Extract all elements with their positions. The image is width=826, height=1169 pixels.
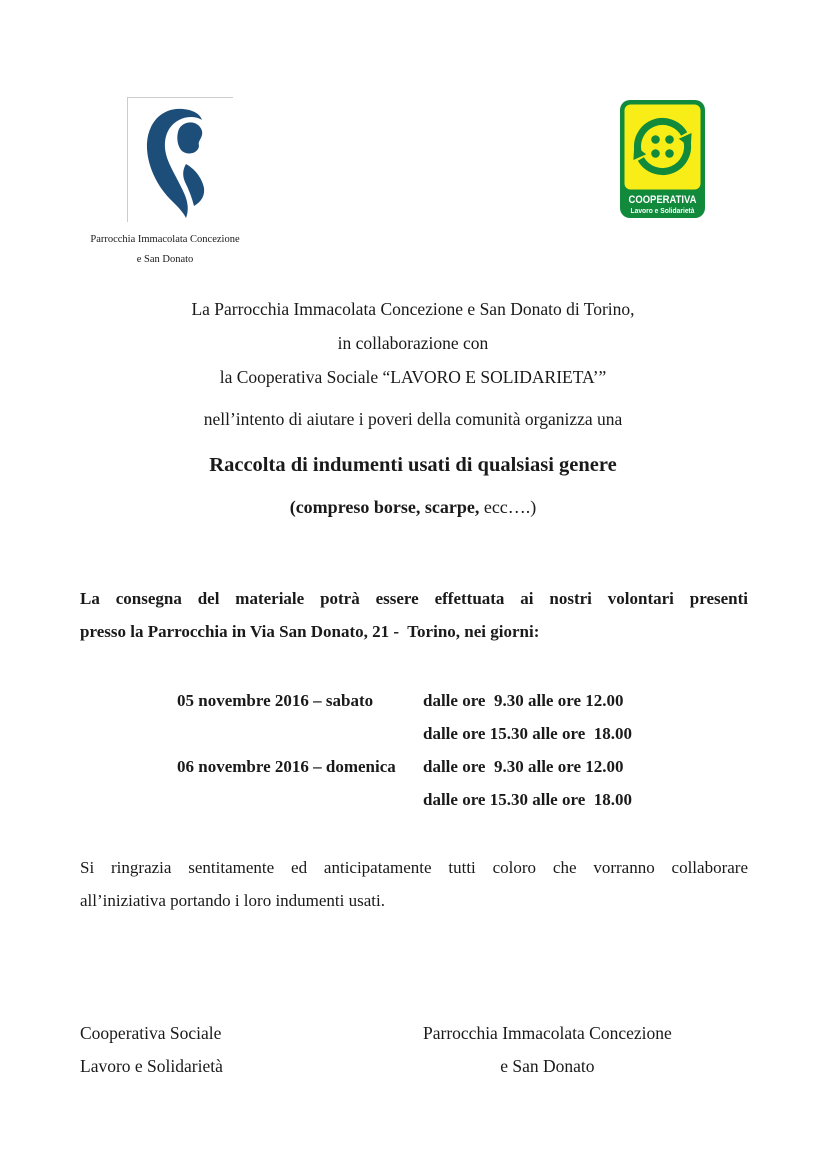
coop-tagline-label: Lavoro e Solidarietà (630, 206, 696, 215)
footer-coop-line2: Lavoro e Solidarietà (80, 1056, 223, 1076)
footer-parish-block (423, 1017, 672, 1083)
delivery-paragraph (80, 582, 748, 648)
schedule-date: 05 novembre 2016 – sabato (177, 691, 374, 710)
madonna-icon (128, 98, 233, 222)
thanks-paragraph (80, 851, 748, 917)
schedule-block (177, 684, 826, 816)
schedule-time: dalle ore 9.30 alle ore 12.00 (423, 757, 624, 776)
parish-logo-frame (127, 97, 233, 222)
schedule-row (177, 783, 826, 816)
page-title: Raccolta di indumenti usati di qualsiasi genere (209, 454, 617, 476)
schedule-row (177, 684, 826, 717)
intro-line-1: La Parrocchia Immacolata Concezione e San Donato di Torino, (191, 299, 635, 319)
schedule-row (177, 750, 826, 783)
page-subtitle (0, 490, 826, 524)
schedule-date (177, 783, 423, 816)
intro-line-2: in collaborazione con (337, 333, 489, 353)
coop-logo (620, 100, 705, 223)
madonna-face-shape (177, 122, 202, 153)
parish-caption-line2: e San Donato (136, 254, 194, 265)
footer-coop-block (80, 1017, 423, 1083)
thanks-line-2: all’iniziativa portando i loro indumenti usati. (80, 891, 385, 910)
header (0, 0, 826, 266)
intro-line-3: la Cooperativa Sociale “LAVORO E SOLIDARIETA’” (219, 367, 607, 387)
coop-name-label: COOPERATIVA (628, 194, 697, 206)
intro-line-4: nell’intento di aiutare i poveri della comunità organizza una (203, 409, 623, 429)
subtitle-regular-text: ecc….) (479, 497, 537, 517)
footer (0, 1017, 826, 1083)
intro-block (0, 292, 826, 436)
schedule-time: dalle ore 15.30 alle ore 18.00 (423, 790, 633, 809)
schedule-time: dalle ore 15.30 alle ore 18.00 (423, 724, 633, 743)
delivery-line-2: presso la Parrocchia in Via San Donato, 21 - Torino, nei giorni: (80, 622, 540, 641)
delivery-line-1: La consegna del materiale potrà essere effettuata ai nostri volontari presenti (80, 589, 748, 608)
parish-caption-line1: Parrocchia Immacolata Concezione (90, 234, 240, 245)
schedule-time: dalle ore 9.30 alle ore 12.00 (423, 691, 624, 710)
schedule-row (177, 717, 826, 750)
subtitle-bold-text: (compreso borse, scarpe, (289, 497, 480, 517)
coop-logo-graphic (620, 100, 705, 218)
footer-parish-line2: e San Donato (500, 1056, 595, 1076)
thanks-line-1: Si ringrazia sentitamente ed anticipatamente tutti coloro che vorranno collaborare (80, 858, 748, 877)
schedule-date: 06 novembre 2016 – domenica (177, 757, 396, 776)
footer-coop-line1: Cooperativa Sociale (80, 1023, 222, 1043)
parish-logo-block (80, 97, 250, 266)
schedule-date (177, 717, 423, 750)
footer-parish-line1: Parrocchia Immacolata Concezione (423, 1023, 672, 1043)
